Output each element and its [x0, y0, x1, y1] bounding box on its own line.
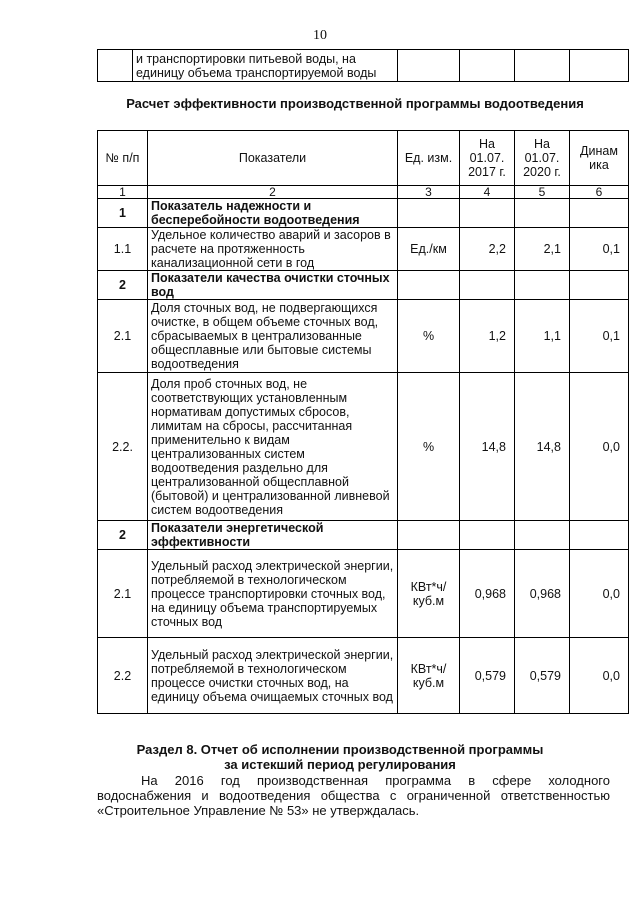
section-paragraph: На 2016 год производственная программа в сфере холодного водоснабжения и водоотведения общества с ограниченной ответственностью «Строительное Управление № 53» не утверждалась. [97, 773, 610, 818]
row-text: Удельный расход электрической энергии, потребляемой в технологическом процессе транспортировки сточных вод, на единицу объема транспортируемых сточных вод [148, 550, 398, 638]
header-indicator: Показатели [148, 131, 398, 186]
col-number: 4 [460, 186, 515, 199]
row-2017: 0,579 [460, 638, 515, 714]
col-number: 2 [148, 186, 398, 199]
row-num: 1.1 [98, 228, 148, 271]
row-2020: 2,1 [515, 228, 570, 271]
col-number: 6 [570, 186, 629, 199]
page-number: 10 [313, 28, 327, 43]
row-text: Удельный расход электрической энергии, потребляемой в технологическом процессе очистки сточных вод, на единицу объема очищаемых сточных вод [148, 638, 398, 714]
col-number: 3 [398, 186, 460, 199]
row-unit: КВт*ч/ куб.м [398, 638, 460, 714]
header-2020: На 01.07. 2020 г. [515, 131, 570, 186]
row-2020: 0,579 [515, 638, 570, 714]
row-num: 2.1 [98, 550, 148, 638]
col-number: 1 [98, 186, 148, 199]
row-text: Показатели энергетической эффективности [148, 521, 398, 550]
section-title-line1: Раздел 8. Отчет об исполнении производственной программы [136, 742, 544, 757]
header-unit: Ед. изм. [398, 131, 460, 186]
row-dynamics: 0,0 [570, 638, 629, 714]
previous-table-fragment [97, 49, 629, 82]
header-num: № п/п [98, 131, 148, 186]
row-text: Доля проб сточных вод, не соответствующих установленным нормативам допустимых сбросов, лимитам на сбросы, рассчитанная применительно к видам централизованных систем водоотведения раздельно для централизованной общесплавной (бытовой) и централизованной ливневой систем водоотведения [148, 373, 398, 521]
table-row [98, 300, 629, 373]
header-dynamics: Динам ика [570, 131, 629, 186]
row-2020: 1,1 [515, 300, 570, 373]
table-row [98, 199, 629, 228]
efficiency-table [97, 130, 629, 714]
table-header-row [98, 131, 629, 186]
row-unit: Ед./км [398, 228, 460, 271]
row-dynamics: 0,1 [570, 228, 629, 271]
row-2017: 14,8 [460, 373, 515, 521]
table-row [98, 271, 629, 300]
row-num: 2.2. [98, 373, 148, 521]
row-2020: 0,968 [515, 550, 570, 638]
row-num: 2 [98, 271, 148, 300]
row-dynamics: 0,1 [570, 300, 629, 373]
table-row [98, 373, 629, 521]
table-row [98, 228, 629, 271]
row-dynamics: 0,0 [570, 373, 629, 521]
row-unit: % [398, 373, 460, 521]
row-text: Доля сточных вод, не подвергающихся очистке, в общем объеме сточных вод, сбрасываемых в централизованные общесплавные или бытовые системы водоотведения [148, 300, 398, 373]
row-text: Показатели качества очистки сточных вод [148, 271, 398, 300]
row-num: 2 [98, 521, 148, 550]
row-dynamics: 0,0 [570, 550, 629, 638]
row-unit: КВт*ч/ куб.м [398, 550, 460, 638]
row-2017: 1,2 [460, 300, 515, 373]
row-unit: % [398, 300, 460, 373]
section-title [60, 742, 620, 772]
row-num: 1 [98, 199, 148, 228]
table-row [98, 521, 629, 550]
section-title-line2: за истекший период регулирования [224, 757, 456, 772]
header-2017: На 01.07. 2017 г. [460, 131, 515, 186]
row-2020: 14,8 [515, 373, 570, 521]
table-row [98, 638, 629, 714]
col-number: 5 [515, 186, 570, 199]
row-num: 2.1 [98, 300, 148, 373]
row-text: Удельное количество аварий и засоров в расчете на протяженность канализационной сети в год [148, 228, 398, 271]
table-title: Расчет эффективности производственной программы водоотведения [126, 96, 584, 111]
row-num: 2.2 [98, 638, 148, 714]
row-text: Показатель надежности и бесперебойности водоотведения [148, 199, 398, 228]
row-2017: 2,2 [460, 228, 515, 271]
row-2017: 0,968 [460, 550, 515, 638]
column-number-row [98, 186, 629, 199]
table-row [98, 550, 629, 638]
fragment-text: и транспортировки питьевой воды, на единицу объема транспортируемой воды [133, 50, 398, 82]
